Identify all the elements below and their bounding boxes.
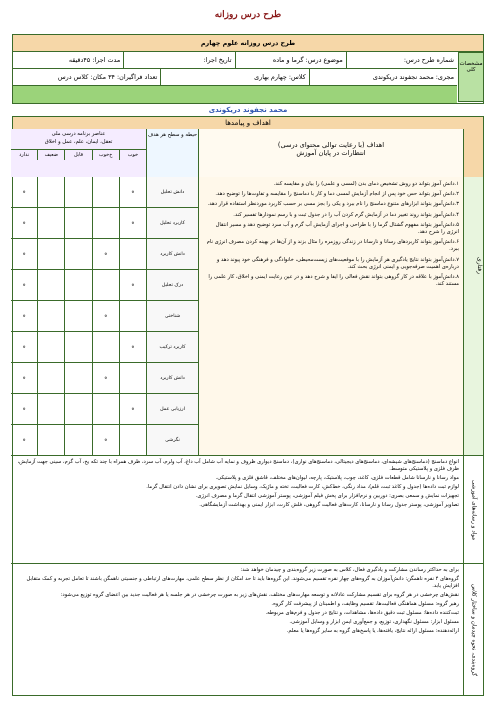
field-cell: شناختی <box>147 301 198 332</box>
goal-item: ۳.دانش‌آموز بتواند ابزارهای متنوع دماسنج را نام ببرد و یکی را بجز مسی بر حسب کاربرد موردنظر استفاده قرار دهد. <box>207 201 459 208</box>
eval-row <box>11 363 146 394</box>
mark: ⚬ <box>92 363 119 393</box>
mark: ⚬ <box>119 394 146 424</box>
class: کلاس: چهارم بهاری <box>160 69 308 85</box>
mark: ⚬ <box>119 208 146 238</box>
eval-head-sub: تعقل، ایمان، علم، عمل و اخلاق <box>44 139 113 145</box>
goal-item: ۶.دانش‌آموز بتواند کاربردهای رسانا و نارسانا در زندگی روزمره را مثال بزند و از آن‌ها در بهینه کردن مصرف انرژی نام ببرد. <box>206 239 459 253</box>
goals-head-row <box>11 129 483 177</box>
grouping-item: گروه‌های ۴ نفره ناهمگن: دانش‌آموزان به گروه‌های چهار نفره تقسیم می‌شوند. این گروه‌ها باید تا حد امکان از نظر سطح علمی، مهارت‌های ارتباطی و جنسیتی ناهمگن باشند تا تعامل تجربه و کمک متقابل افزایش یابد. <box>26 576 459 589</box>
media-item: انواع دماسنج (دماسنج‌های شیشه‌ای، دماسنج‌های دیجیتالی، دماسنج‌های نواری)، دماسنج دیواری ظروف و نمایه آب شامل آب داغ، آب ولرم، آب سرد، ظرف همراه با چند تکه یخ، آب گرم، سینی جهت آزمایش، ظرف فلزی و پلاستیکی متوسط. <box>17 459 459 472</box>
goals-list <box>198 177 463 455</box>
lesson-plan-page <box>12 8 484 696</box>
fields-column <box>146 177 198 455</box>
header-row-1 <box>13 52 457 69</box>
field-cell: کاربرد تحلیل <box>147 208 198 239</box>
students-place: تعداد فراگیران: ۳۴ مکان: کلاس درس <box>57 73 158 81</box>
mark: ⚬ <box>21 281 27 289</box>
mark: ⚬ <box>92 301 119 331</box>
media-section <box>11 455 483 564</box>
mark: ⚬ <box>92 425 119 455</box>
header-row-2 <box>13 69 457 86</box>
field-cell: کاربرد ترکیب <box>147 332 198 363</box>
eval-grid <box>11 177 146 455</box>
grouping-label: گروه‌بندی، نحوه چیدمان و ساختار کلاس <box>463 564 483 696</box>
eval-col: خوب <box>119 150 146 160</box>
mark: ⚬ <box>92 239 119 269</box>
goals-table <box>12 116 484 696</box>
mark: ⚬ <box>21 250 27 258</box>
eval-row <box>11 208 146 239</box>
header-table <box>12 34 484 104</box>
eval-row <box>11 425 146 455</box>
media-item: مواد رسانا و نارسانا شامل قطعات فلزی، کاغذ، چوب، پلاستیک، پارچه، لیوان‌های مختلف، قاشق فلزی و پلاستیکی. <box>215 475 459 481</box>
page-title: طرح درس روزانه <box>214 10 282 20</box>
eval-head <box>11 129 146 177</box>
header-row-3 <box>13 86 457 103</box>
eval-row <box>11 177 146 208</box>
eval-head-title: عناصر برنامه درسی ملی <box>51 131 106 137</box>
media-item: لوازم ثبت داده‌ها (جدول و کاغذ ثبت، قلم)، مداد رنگی، خط‌کش، کارت فعالیت، تخته و ماژیک، وسایل نمایش تصویری برای نشان دادن انتقال گرما. <box>146 484 459 490</box>
media-item: تصاویر آموزشی، پوستر جدول رسانا و نارسانا، کارت‌های فعالیت گروهی، فلش کارت، ابزار ایمنی و بهداشت آزمایشگاهی. <box>199 502 459 508</box>
goals-main-head-text: اهداف (با رعایت توالی محتوای درسی) انتظارات در پایان آموزش <box>277 141 385 157</box>
field-cell: دانش تحلیل <box>147 177 198 208</box>
head-corner <box>463 129 483 177</box>
duration: مدت اجرا: ۴۵دقیقه <box>68 56 121 64</box>
eval-col: ندارد <box>19 152 30 158</box>
mark: ⚬ <box>21 343 27 351</box>
grouping-section <box>11 563 483 696</box>
goal-item: ۱.دانش آموز بتواند دو روش تشخیص دمای بدن (لمسی و علمی) را بیان و مقایسه کند. <box>273 181 459 187</box>
media-item: تجهیزات نمایش و سمعی بصری: دوربین و نرم‌افزار برای پخش فیلم آموزشی، پوستر آموزشی انتقال گرما و مصرف انرژی. <box>195 493 459 499</box>
mark: ⚬ <box>21 374 27 382</box>
teacher: مجری: محمد نجفوند دریکوندی <box>309 69 457 85</box>
eval-row <box>11 301 146 332</box>
grouping-item: رهبر گروه: مسئول هماهنگی فعالیت‌ها، تقسیم وظایف، و اطمینان از پیشرفت کار گروه. <box>271 601 459 607</box>
goal-item: ۲.دانش آموز بتواند حس خود پس از انجام آزمایش لمسی دما و کار با دماسنج را مقایسه و تفاوت‌ها را توضیح دهد. <box>215 191 459 198</box>
field-cell: درک تحلیل <box>147 270 198 301</box>
mark: ⚬ <box>21 219 27 227</box>
eval-row <box>11 332 146 363</box>
mark: ⚬ <box>119 177 146 207</box>
eval-row <box>11 394 146 425</box>
spec-label: مشخصات کلی <box>458 52 484 102</box>
goals-main-head <box>198 129 463 177</box>
goal-item: ۷.دانش‌آموز بتواند نتایج یادگیری هر آزمایش را با موقعیت‌های زیست‌محیطی، خانوادگی و فرهنگی خود پیوند دهد و درباره‌ی اهمیت صرفه‌جویی و ایمنی انرژی بحث کند. <box>216 256 459 270</box>
field-cell: دانش کاربرد <box>147 363 198 394</box>
mark: ⚬ <box>119 270 146 300</box>
header-title: طرح درس روزانه علوم چهارم <box>200 39 296 47</box>
grouping-item: ارائه‌دهنده: مسئول ارائه نتایج، یافته‌ها، یا پاسخ‌های گروه به سایر گروه‌ها یا معلم. <box>286 628 459 634</box>
eval-col: قابل <box>64 150 91 160</box>
mark: ⚬ <box>21 188 27 196</box>
goal-item: ۵.دانش‌آموز بتواند مفهوم گشتال گرما را با طراحی و اجرای آزمایش آب گرم و آب سرد توضیح دهد و مسیر انتقال انرژی را شرح دهد. <box>215 221 459 236</box>
goals-title: اهداف و پیامدها <box>13 117 483 130</box>
grouping-item: نقش‌های چرخشی در هر گروه برای تقسیم مشارکت عادلانه و توسعه مهارت‌های مختلف، نقش‌های زیر به صورت چرخشی در هر جلسه یا هر فعالیت جدید بین اعضای گروه توزیع می‌شود: <box>60 592 459 598</box>
eval-cols <box>11 149 146 160</box>
eval-row <box>11 239 146 270</box>
fields-head: حیطه و سطح هر هدف <box>146 129 198 177</box>
mark: ⚬ <box>21 405 27 413</box>
field-cell: نگرشی <box>147 425 198 455</box>
grouping-item: برای به حداکثر رساندن مشارکت و یادگیری فعال، کلاس به صورت زیر گروه‌بندی و چیدمان خواهد شد: <box>240 567 459 573</box>
plan-number: شماره طرح درس: <box>346 52 457 68</box>
header-title-row <box>13 35 483 52</box>
run-date: تاریخ اجرا: <box>123 52 234 68</box>
mark: ⚬ <box>21 312 27 320</box>
side-label: رفتاری <box>476 257 483 274</box>
field-cell: دانش کاربرد <box>147 239 198 270</box>
field-cell: ارزیابی عمل <box>147 394 198 425</box>
goal-item: ۴.دانش‌آموز بتواند روند تغییر دما در آزمایش گرم کردن آب را در جدول ثبت و با رسم نمودارها تفسیر کند. <box>233 211 459 218</box>
mark: ⚬ <box>21 436 27 444</box>
eval-col: خ‌خوب <box>92 150 119 160</box>
lesson-topic: موضوع درس: گرما و ماده <box>235 52 346 68</box>
media-label: مواد و رسانه‌های آموزشی <box>463 456 483 564</box>
goals-body <box>11 177 483 455</box>
media-text <box>11 456 463 564</box>
grouping-item: ثبت‌کننده داده‌ها: مسئول ثبت دقیق داده‌ها، مشاهدات، و نتایج در جدول و فرم‌های مربوطه. <box>265 610 459 616</box>
subject-note: محمد نجفوند دریکوندی <box>208 106 288 114</box>
eval-row <box>11 270 146 301</box>
grouping-text <box>11 564 463 696</box>
goals-side <box>463 177 483 455</box>
goal-item: ۸.دانش‌آموز با علاقه در کار گروهی بتواند نقش فعالی را ایفا و شرح دهد و در عین رعایت ایمنی و اخلاق، کار علمی را مستند کند. <box>208 274 459 288</box>
eval-col: ضعیف <box>37 150 64 160</box>
grouping-item: مسئول ابزار: مسئول نگهداری، توزیع، و جمع‌آوری ایمن ابزار و وسایل آموزشی. <box>289 619 459 625</box>
mark: ⚬ <box>119 332 146 362</box>
